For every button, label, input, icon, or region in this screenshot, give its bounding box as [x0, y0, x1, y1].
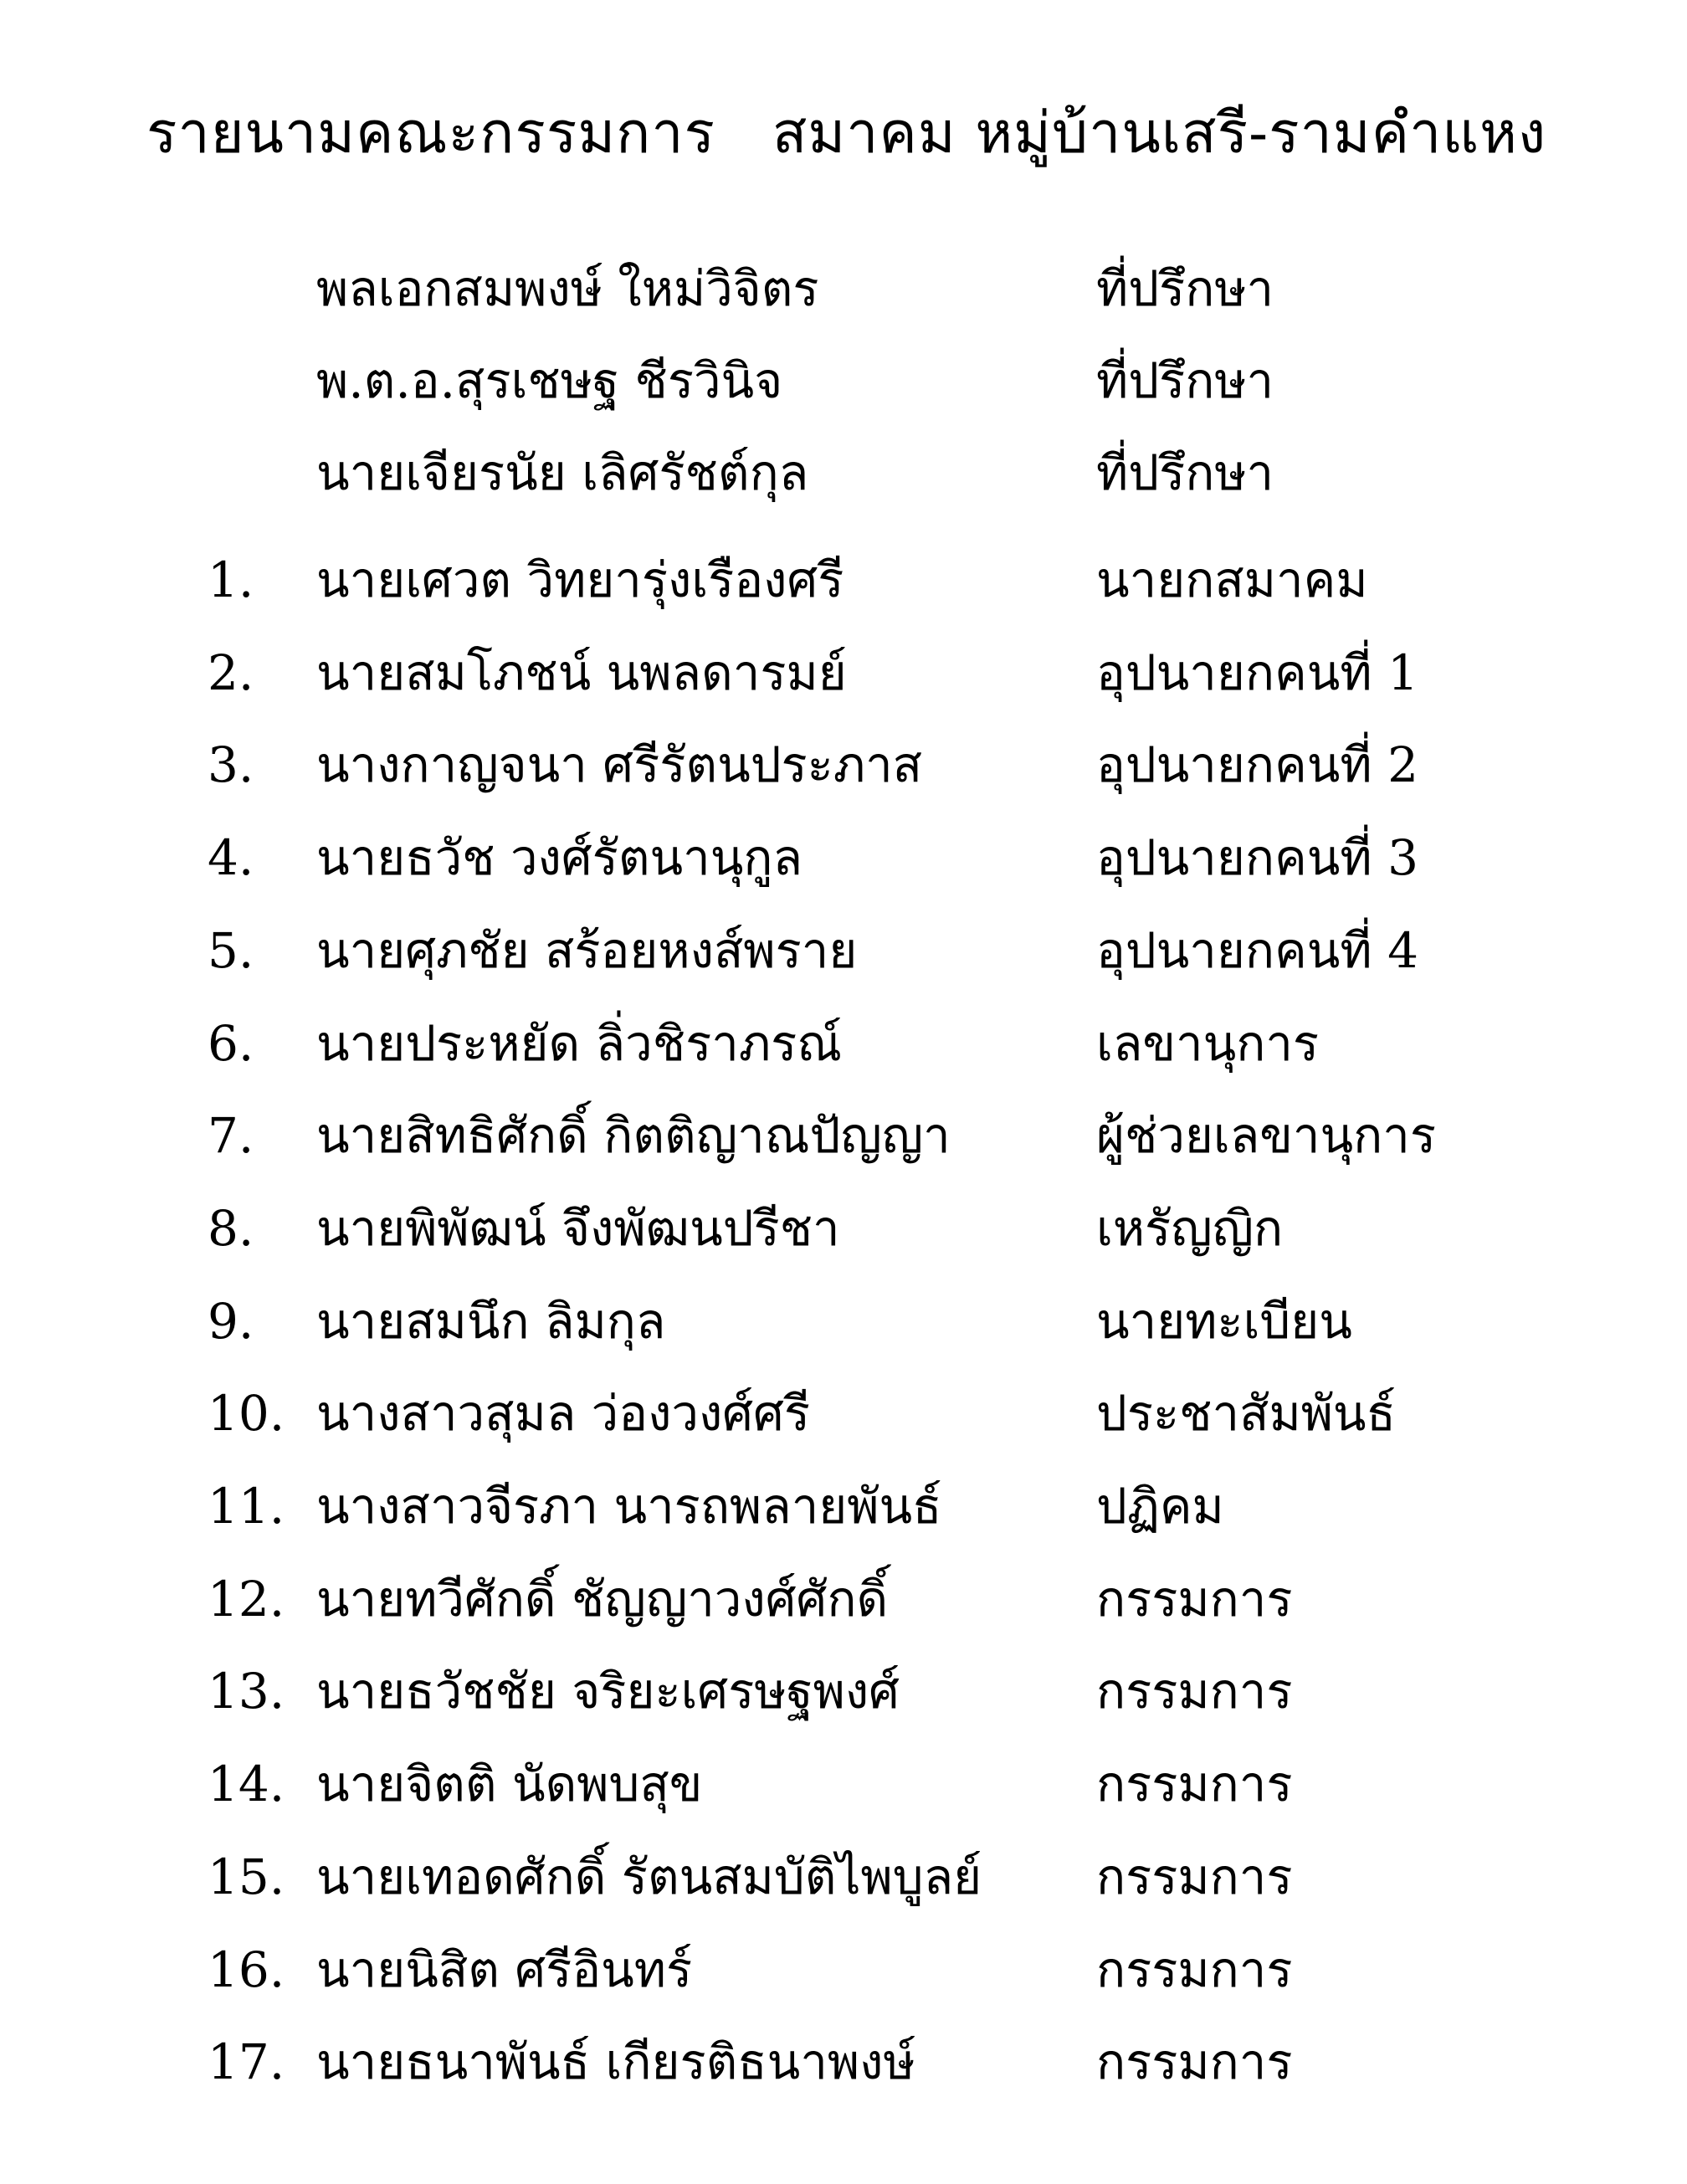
- committee-row: [0, 1742, 1687, 1826]
- row-number: 3.: [208, 736, 254, 793]
- advisor-row: [0, 339, 1687, 423]
- member-name: นายธนาพันธ์ เกียรติธนาพงษ์: [316, 2033, 915, 2090]
- row-number: 11.: [208, 1478, 285, 1535]
- advisor-role: ที่ปรึกษา: [1096, 444, 1274, 501]
- member-role: ผู้ช่วยเลขานุการ: [1096, 1107, 1436, 1164]
- row-number: 5.: [208, 922, 254, 979]
- member-name: นายธวัช วงศ์รัตนานุกูล: [316, 829, 803, 886]
- committee-row: [0, 1835, 1687, 1919]
- row-number: 13.: [208, 1663, 285, 1720]
- member-role: กรรมการ: [1096, 1848, 1293, 1905]
- row-number: 6.: [208, 1015, 254, 1072]
- member-name: นางกาญจนา ศรีรัตนประภาส: [316, 736, 923, 793]
- member-role: นายทะเบียน: [1096, 1293, 1352, 1350]
- member-name: นายสมนึก ลิมกุล: [316, 1293, 666, 1350]
- member-name: นายเทอดศักดิ์ รัตนสมบัติไพบูลย์: [316, 1848, 982, 1905]
- committee-row: [0, 1002, 1687, 1085]
- advisor-name: นายเจียรนัย เลิศรัชต์กุล: [316, 444, 809, 501]
- row-number: 14.: [208, 1756, 285, 1812]
- member-role: อุปนายกคนที่ 4: [1096, 922, 1418, 979]
- committee-row: [0, 909, 1687, 992]
- member-name: นายสมโภชน์ นพลดารมย์: [316, 644, 847, 701]
- member-role: ประชาสัมพันธ์: [1096, 1385, 1396, 1442]
- member-role: เหรัญญิก: [1096, 1200, 1284, 1257]
- member-name: นายพิพัฒน์ จึงพัฒนปรีชา: [316, 1200, 840, 1257]
- advisor-name: พ.ต.อ.สุรเชษฐ ชีรวินิจ: [316, 352, 783, 409]
- member-name: นางสาวจีรภา นารถพลายพันธ์: [316, 1478, 942, 1535]
- committee-row: [0, 1094, 1687, 1177]
- member-name: นายธวัชชัย จริยะเศรษฐพงศ์: [316, 1663, 900, 1720]
- committee-row: [0, 631, 1687, 715]
- member-name: นายเศวต วิทยารุ่งเรืองศรี: [316, 551, 844, 608]
- advisor-name: พลเอกสมพงษ์ ใหม่วิจิตร: [316, 260, 819, 317]
- committee-row: [0, 1187, 1687, 1270]
- member-role: อุปนายกคนที่ 3: [1096, 829, 1418, 886]
- member-name: นายจิตติ นัดพบสุข: [316, 1756, 703, 1812]
- committee-row: [0, 2020, 1687, 2104]
- advisor-row: [0, 247, 1687, 331]
- committee-row: [0, 1649, 1687, 1733]
- member-role: กรรมการ: [1096, 1756, 1293, 1812]
- row-number: 1.: [208, 551, 254, 608]
- committee-row: [0, 723, 1687, 807]
- row-number: 9.: [208, 1293, 254, 1350]
- member-name: นายสิทธิศักดิ์ กิตติญาณปัญญา: [316, 1107, 951, 1164]
- member-role: กรรมการ: [1096, 2033, 1293, 2090]
- member-role: นายกสมาคม: [1096, 551, 1368, 608]
- committee-row: [0, 538, 1687, 622]
- member-role: กรรมการ: [1096, 1663, 1293, 1720]
- row-number: 7.: [208, 1107, 254, 1164]
- member-role: อุปนายกคนที่ 1: [1096, 644, 1418, 701]
- document-title: รายนามคณะกรรมการ สมาคม หมู่บ้านเสรี-รามคำแหง: [146, 100, 1547, 167]
- member-role: เลขานุการ: [1096, 1015, 1320, 1072]
- row-number: 15.: [208, 1848, 285, 1905]
- member-role: กรรมการ: [1096, 1941, 1293, 1998]
- member-role: ปฏิคม: [1096, 1478, 1224, 1535]
- committee-row: [0, 1371, 1687, 1455]
- row-number: 17.: [208, 2033, 285, 2090]
- row-number: 12.: [208, 1571, 285, 1628]
- committee-row: [0, 1928, 1687, 2012]
- row-number: 8.: [208, 1200, 254, 1257]
- committee-row: [0, 1279, 1687, 1363]
- row-number: 4.: [208, 829, 254, 886]
- committee-row: [0, 1464, 1687, 1548]
- row-number: 16.: [208, 1941, 285, 1998]
- member-name: นางสาวสุมล ว่องวงศ์ศรี: [316, 1385, 811, 1442]
- advisor-role: ที่ปรึกษา: [1096, 352, 1274, 409]
- member-role: กรรมการ: [1096, 1571, 1293, 1628]
- member-name: นายประหยัด ลิ่วชิราภรณ์: [316, 1015, 843, 1072]
- advisor-row: [0, 431, 1687, 515]
- row-number: 10.: [208, 1385, 285, 1442]
- member-name: นายศุภชัย สร้อยหงส์พราย: [316, 922, 858, 979]
- member-name: นายทวีศักดิ์ ชัญญาวงศ์ศักดิ์: [316, 1571, 889, 1628]
- committee-row: [0, 1557, 1687, 1641]
- member-role: อุปนายกคนที่ 2: [1096, 736, 1418, 793]
- advisor-role: ที่ปรึกษา: [1096, 260, 1274, 317]
- row-number: 2.: [208, 644, 254, 701]
- member-name: นายนิสิต ศรีอินทร์: [316, 1941, 693, 1998]
- committee-row: [0, 816, 1687, 900]
